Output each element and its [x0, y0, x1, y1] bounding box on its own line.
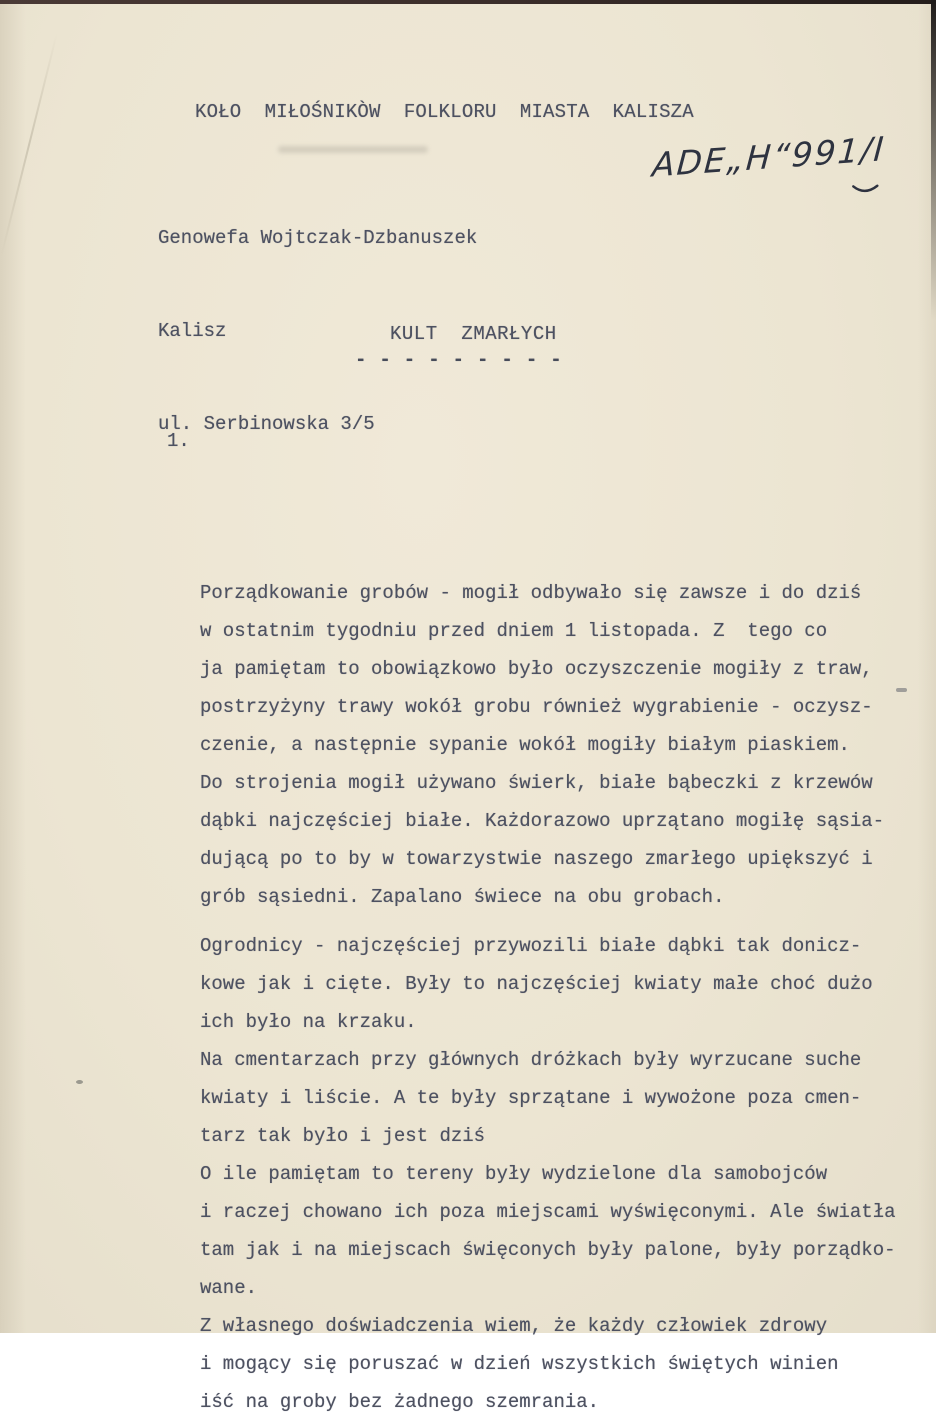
body-line: w ostatnim tygodniu przed dniem 1 listopada. Z tego co [200, 620, 828, 642]
body-line: kowe jak i cięte. Były to najczęściej kwiaty małe choć dużo [200, 973, 873, 995]
body-line: kwiaty i liście. A te były sprzątane i wywożone poza cmen- [200, 1087, 862, 1109]
scan-edge-top [0, 0, 936, 4]
smudge-mark [278, 146, 428, 153]
scan-edge-right [931, 0, 936, 320]
archive-signature [651, 127, 923, 185]
paragraph [200, 1041, 900, 1421]
author-street: ul. Serbinowska 3/5 [158, 413, 375, 435]
paragraph [200, 927, 900, 1041]
body-line: wane. [200, 1277, 258, 1299]
body-line: ich było na krzaku. [200, 1011, 417, 1033]
ink-speck [76, 1080, 83, 1084]
title-underline: - - - - - - - - - [355, 349, 563, 371]
body-line: Porządkowanie grobów - mogił odbywało się zawsze i do dziś [200, 582, 862, 604]
body-line: dującą po to by w towarzystwie naszego zmarłego upiększyć i [200, 848, 873, 870]
archive-signature-text: ADE„H“991/I [650, 128, 887, 185]
organization-header: KOŁO MIŁOŚNIKÒW FOLKLORU MIASTA KALISZA [195, 101, 694, 123]
body-line: ja pamiętam to obowiązkowo było oczyszczenie mogiły z traw, [200, 658, 873, 680]
body-line: iść na groby bez żadnego szemrania. [200, 1391, 600, 1413]
paragraph [200, 574, 900, 916]
body-line: i mogący się poruszać w dzień wszystkich świętych winien [200, 1353, 839, 1375]
annotation-underline-mark [850, 182, 881, 198]
body-line: Do strojenia mogił używano świerk, białe bąbeczki z krzewów [200, 772, 873, 794]
list-number: 1. [167, 430, 190, 452]
body-line: i raczej chowano ich poza miejscami wyświęconymi. Ale światła [200, 1201, 896, 1223]
body-line: tarz tak było i jest dziś [200, 1125, 486, 1147]
document-title: KULT ZMARŁYCH [390, 323, 557, 345]
body-line: postrzyżyny trawy wokół grobu również wygrabienie - oczysz- [200, 696, 873, 718]
body-line: Ogrodnicy - najczęściej przywozili białe dąbki tak donicz- [200, 935, 862, 957]
body-line: Z własnego doświadczenia wiem, że każdy człowiek zdrowy [200, 1315, 828, 1337]
body-line: grób sąsiedni. Zapalano świece na obu grobach. [200, 886, 725, 908]
body-line: dąbki najczęściej białe. Każdorazowo uprzątano mogiłę sąsia- [200, 810, 885, 832]
body-line: tam jak i na miejscach święconych były palone, były porządko- [200, 1239, 896, 1261]
body-line: czenie, a następnie sypanie wokół mogiły białym piaskiem. [200, 734, 850, 756]
body-line: O ile pamiętam to tereny były wydzielone dla samobojców [200, 1163, 828, 1185]
author-name: Genowefa Wojtczak-Dzbanuszek [158, 227, 478, 249]
body-line: Na cmentarzach przy głównych dróżkach były wyrzucane suche [200, 1049, 862, 1071]
paper-crease [0, 33, 58, 257]
author-city: Kalisz [158, 320, 227, 342]
